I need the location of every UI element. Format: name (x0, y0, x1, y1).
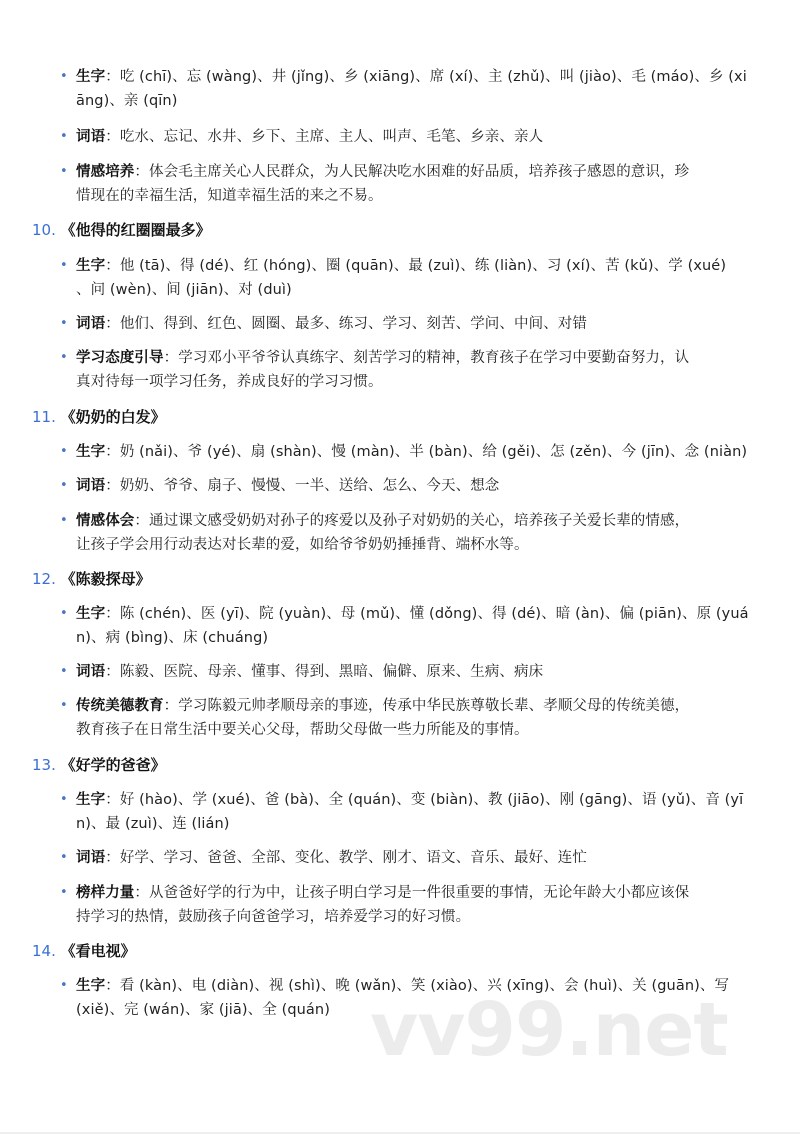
item-line: 情感培养：体会毛主席关心人民群众，为人民解决吃水困难的好品质，培养孩子感恩的意识，珍 (76, 164, 690, 180)
item-line: 让孩子学会用行动表达对长辈的爱，如给爷爷奶奶捶捶背、端杯水等。 (76, 537, 529, 553)
item-label: 生字 (76, 444, 106, 460)
item-text: 好学、学习、爸爸、全部、变化、教学、刚才、语文、音乐、最好、连忙 (119, 850, 588, 866)
section-title: 《奶奶的白发》 (60, 408, 166, 426)
section-title: 《陈毅探母》 (60, 570, 151, 588)
item-label: 情感培养 (76, 164, 135, 180)
section-heading (32, 753, 166, 777)
bullet-icon: • (60, 698, 68, 713)
section-heading (32, 939, 136, 963)
item-line: 词语：他们、得到、红色、圆圈、最多、练习、学习、刻苦、学问、中间、对错 (76, 316, 588, 332)
item-line: 生字：看 (kàn)、电 (diàn)、视 (shì)、晚 (wǎn)、笑 (xiào)、兴 (xīng)、会 (huì)、关 (guān)、写 (76, 978, 730, 994)
item-text: 通过课文感受奶奶对孙子的疼爱以及孙子对奶奶的关心，培养孩子关爱长辈的情感， (149, 513, 690, 529)
bullet-icon: • (60, 664, 68, 679)
section-number: 13. (32, 756, 56, 774)
item-line: 榜样力量：从爸爸好学的行为中，让孩子明白学习是一件很重要的事情，无论年龄大小都应该保 (76, 885, 690, 901)
item-text: 体会毛主席关心人民群众，为人民解决吃水困难的好品质，培养孩子感恩的意识，珍 (149, 164, 690, 180)
item-label: 生字 (76, 606, 106, 622)
item-label: 学习态度引导 (76, 350, 164, 366)
bullet-icon: • (60, 513, 68, 528)
item-line: n)、最 (zuì)、连 (lián) (76, 816, 230, 832)
item-label: 词语 (76, 129, 106, 145)
bullet-icon: • (60, 316, 68, 331)
item-label: 词语 (76, 316, 106, 332)
bullet-icon: • (60, 444, 68, 459)
item-text: 好 (hào)、学 (xué)、爸 (bà)、全 (quán)、变 (biàn)、教 (jiāo)、刚 (gāng)、语 (yǔ)、音 (yī (119, 792, 744, 808)
item-line: 教育孩子在日常生活中要关心父母，帮助父母做一些力所能及的事情。 (76, 722, 529, 738)
item-label: 生字 (76, 792, 106, 808)
item-line: 生字：吃 (chī)、忘 (wàng)、井 (jǐng)、乡 (xiāng)、席 (xí)、主 (zhǔ)、叫 (jiào)、毛 (máo)、乡 (xi (76, 69, 747, 85)
item-label: 生字 (76, 978, 106, 994)
item-label: 情感体会 (76, 513, 135, 529)
item-label: 生字 (76, 258, 106, 274)
item-text: 陈 (chén)、医 (yī)、院 (yuàn)、母 (mǔ)、懂 (dǒng)、得 (dé)、暗 (àn)、偏 (piān)、原 (yuá (119, 606, 749, 622)
item-label: 榜样力量 (76, 885, 135, 901)
item-label: 传统美德教育 (76, 698, 164, 714)
bullet-icon: • (60, 350, 68, 365)
item-line: 持学习的热情，鼓励孩子向爸爸学习，培养爱学习的好习惯。 (76, 909, 471, 925)
item-label: 词语 (76, 478, 106, 494)
item-text: 吃水、忘记、水井、乡下、主席、主人、叫声、毛笔、乡亲、亲人 (119, 129, 544, 145)
item-text: 吃 (chī)、忘 (wàng)、井 (jǐng)、乡 (xiāng)、席 (xí)、主 (zhǔ)、叫 (jiào)、毛 (máo)、乡 (xi (119, 69, 747, 85)
item-text: 他们、得到、红色、圆圈、最多、练习、学习、刻苦、学问、中间、对错 (119, 316, 588, 332)
section-number: 11. (32, 408, 56, 426)
item-text: 学习陈毅元帅孝顺母亲的事迹，传承中华民族尊敬长辈、孝顺父母的传统美德， (178, 698, 690, 714)
item-line: 生字：他 (tā)、得 (dé)、红 (hóng)、圈 (quān)、最 (zuì)、练 (liàn)、习 (xí)、苦 (kǔ)、学 (xué) (76, 258, 727, 274)
item-text: 他 (tā)、得 (dé)、红 (hóng)、圈 (quān)、最 (zuì)、练 (liàn)、习 (xí)、苦 (kǔ)、学 (xué) (119, 258, 727, 274)
item-label: 词语 (76, 664, 106, 680)
item-label: 词语 (76, 850, 106, 866)
item-text: 陈毅、医院、母亲、懂事、得到、黑暗、偏僻、原来、生病、病床 (119, 664, 544, 680)
section-heading (32, 405, 166, 429)
item-line: 词语：好学、学习、爸爸、全部、变化、教学、刚才、语文、音乐、最好、连忙 (76, 850, 588, 866)
item-line: (xiě)、完 (wán)、家 (jiā)、全 (quán) (76, 1002, 330, 1018)
item-line: 、问 (wèn)、间 (jiān)、对 (duì) (76, 282, 292, 298)
item-line: 生字：好 (hào)、学 (xué)、爸 (bà)、全 (quán)、变 (biàn)、教 (jiāo)、刚 (gāng)、语 (yǔ)、音 (yī (76, 792, 744, 808)
item-line: 词语：陈毅、医院、母亲、懂事、得到、黑暗、偏僻、原来、生病、病床 (76, 664, 544, 680)
item-label: 生字 (76, 69, 106, 85)
bullet-icon: • (60, 478, 68, 493)
bullet-icon: • (60, 606, 68, 621)
section-title: 《看电视》 (60, 942, 136, 960)
item-line: 生字：陈 (chén)、医 (yī)、院 (yuàn)、母 (mǔ)、懂 (dǒng)、得 (dé)、暗 (àn)、偏 (piān)、原 (yuá (76, 606, 749, 622)
item-line: 词语：奶奶、爷爷、扇子、慢慢、一半、送给、怎么、今天、想念 (76, 478, 500, 494)
item-line: 生字：奶 (nǎi)、爷 (yé)、扇 (shàn)、慢 (màn)、半 (bàn)、给 (gěi)、怎 (zěn)、今 (jīn)、念 (niàn) (76, 444, 748, 460)
section-heading (32, 567, 151, 591)
item-text: 从爸爸好学的行为中，让孩子明白学习是一件很重要的事情，无论年龄大小都应该保 (149, 885, 690, 901)
page-bottom-divider (0, 1132, 800, 1134)
bullet-icon: • (60, 885, 68, 900)
watermark: vv99.net (370, 987, 728, 1073)
item-text: 学习邓小平爷爷认真练字、刻苦学习的精神，教育孩子在学习中要勤奋努力，认 (178, 350, 690, 366)
section-title: 《他得的红圈圈最多》 (60, 221, 211, 239)
section-number: 10. (32, 221, 56, 239)
bullet-icon: • (60, 69, 68, 84)
item-text: 奶 (nǎi)、爷 (yé)、扇 (shàn)、慢 (màn)、半 (bàn)、给 (gěi)、怎 (zěn)、今 (jīn)、念 (niàn) (119, 444, 748, 460)
section-heading (32, 218, 211, 242)
item-line: 传统美德教育：学习陈毅元帅孝顺母亲的事迹，传承中华民族尊敬长辈、孝顺父母的传统美德， (76, 698, 690, 714)
bullet-icon: • (60, 129, 68, 144)
section-number: 14. (32, 942, 56, 960)
item-line: 词语：吃水、忘记、水井、乡下、主席、主人、叫声、毛笔、乡亲、亲人 (76, 129, 544, 145)
bullet-icon: • (60, 164, 68, 179)
bullet-icon: • (60, 792, 68, 807)
item-line: 情感体会：通过课文感受奶奶对孙子的疼爱以及孙子对奶奶的关心，培养孩子关爱长辈的情感， (76, 513, 690, 529)
item-line: āng)、亲 (qīn) (76, 93, 178, 109)
bullet-icon: • (60, 258, 68, 273)
bullet-icon: • (60, 850, 68, 865)
section-number: 12. (32, 570, 56, 588)
item-line: n)、病 (bìng)、床 (chuáng) (76, 630, 269, 646)
item-text: 看 (kàn)、电 (diàn)、视 (shì)、晚 (wǎn)、笑 (xiào)、兴 (xīng)、会 (huì)、关 (guān)、写 (119, 978, 730, 994)
bullet-icon: • (60, 978, 68, 993)
section-title: 《好学的爸爸》 (60, 756, 166, 774)
item-line: 惜现在的幸福生活，知道幸福生活的来之不易。 (76, 188, 383, 204)
item-text: 奶奶、爷爷、扇子、慢慢、一半、送给、怎么、今天、想念 (119, 478, 500, 494)
item-line: 学习态度引导：学习邓小平爷爷认真练字、刻苦学习的精神，教育孩子在学习中要勤奋努力，认 (76, 350, 690, 366)
item-line: 真对待每一项学习任务，养成良好的学习习惯。 (76, 374, 383, 390)
